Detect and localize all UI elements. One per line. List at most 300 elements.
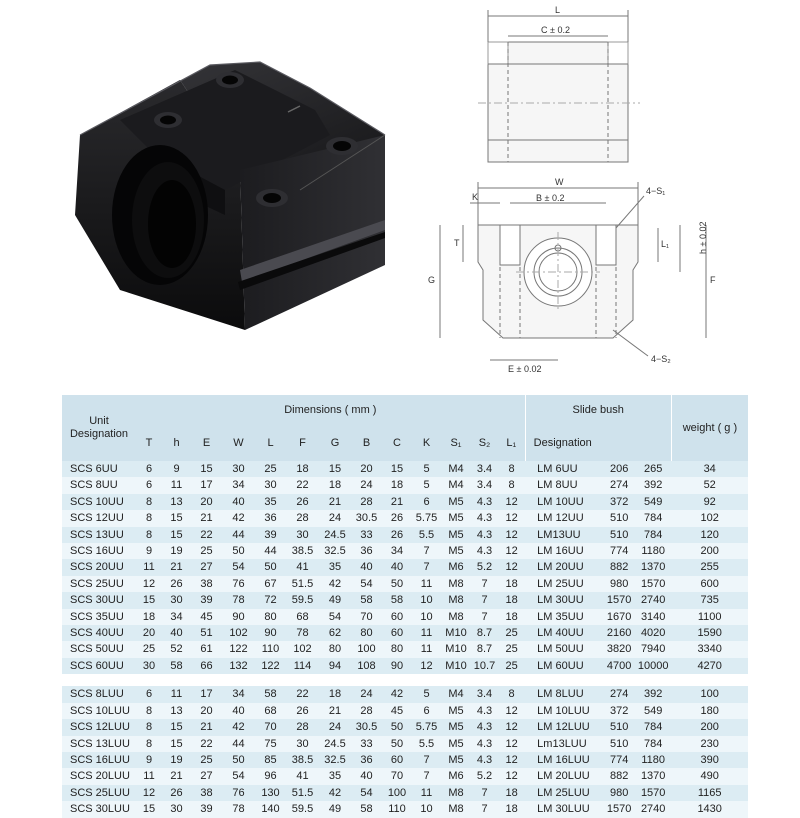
group-separator-cell bbox=[62, 674, 748, 686]
table-cell: 22 bbox=[191, 736, 222, 752]
table-cell: 51 bbox=[191, 625, 222, 641]
slide-bush-designation-cell: LM 30LUU bbox=[525, 801, 603, 817]
table-cell: 9 bbox=[136, 752, 162, 768]
spec-table-body bbox=[62, 461, 748, 818]
table-cell: 76 bbox=[222, 576, 255, 592]
table-cell: 130 bbox=[255, 785, 286, 801]
table-cell: 6 bbox=[412, 703, 441, 719]
table-cell: 41 bbox=[286, 768, 319, 784]
table-cell: 24 bbox=[319, 510, 351, 526]
table-cell: 7 bbox=[471, 609, 498, 625]
table-row bbox=[62, 510, 748, 526]
table-cell: 39 bbox=[191, 801, 222, 817]
table-row bbox=[62, 703, 748, 719]
col-header-2: E bbox=[191, 425, 222, 461]
table-cell: 7940 bbox=[635, 641, 671, 657]
linear-bearing-block-photo bbox=[60, 40, 400, 340]
table-cell: 7 bbox=[471, 785, 498, 801]
col-header-designation: Designation bbox=[525, 425, 603, 461]
table-cell: 40 bbox=[162, 625, 191, 641]
table-cell: 7 bbox=[412, 543, 441, 559]
table-cell: 774 bbox=[603, 752, 635, 768]
table-cell: 774 bbox=[603, 543, 635, 559]
slide-bush-designation-cell: LM 20LUU bbox=[525, 768, 603, 784]
unit-designation-cell: SCS 13LUU bbox=[62, 736, 136, 752]
unit-designation-cell: SCS 30LUU bbox=[62, 801, 136, 817]
table-cell: 17 bbox=[191, 477, 222, 493]
table-cell: 26 bbox=[382, 510, 412, 526]
table-cell: 40 bbox=[351, 768, 382, 784]
table-cell: 12 bbox=[498, 752, 525, 768]
table-cell: 44 bbox=[255, 543, 286, 559]
table-cell: 21 bbox=[319, 494, 351, 510]
table-cell: M8 bbox=[441, 609, 471, 625]
product-figure-area bbox=[0, 0, 800, 390]
dim-S1-label: 4−S₁ bbox=[646, 186, 666, 196]
table-cell: 3.4 bbox=[471, 461, 498, 477]
table-cell: 18 bbox=[382, 477, 412, 493]
table-cell: 42 bbox=[319, 785, 351, 801]
col-header-5: F bbox=[286, 425, 319, 461]
col-header-8: C bbox=[382, 425, 412, 461]
table-cell: 549 bbox=[635, 703, 671, 719]
unit-designation-cell: SCS 25UU bbox=[62, 576, 136, 592]
table-cell: 6 bbox=[136, 461, 162, 477]
table-cell: 4.3 bbox=[471, 703, 498, 719]
table-cell: 265 bbox=[635, 461, 671, 477]
table-cell: 32.5 bbox=[319, 752, 351, 768]
table-cell: 92 bbox=[671, 494, 748, 510]
table-cell: 60 bbox=[382, 609, 412, 625]
table-cell: 5 bbox=[412, 686, 441, 702]
dim-F-label: F bbox=[710, 275, 716, 285]
table-cell: 26 bbox=[162, 785, 191, 801]
table-cell: 5.2 bbox=[471, 768, 498, 784]
table-cell: 5.5 bbox=[412, 527, 441, 543]
table-cell: 90 bbox=[222, 609, 255, 625]
table-cell: 784 bbox=[635, 719, 671, 735]
table-cell: 54 bbox=[351, 576, 382, 592]
table-cell: 510 bbox=[603, 736, 635, 752]
table-cell: 19 bbox=[162, 752, 191, 768]
table-cell: 13 bbox=[162, 494, 191, 510]
table-cell: 372 bbox=[603, 703, 635, 719]
table-cell: M10 bbox=[441, 641, 471, 657]
col-header-4: L bbox=[255, 425, 286, 461]
unit-designation-cell: SCS 50UU bbox=[62, 641, 136, 657]
table-cell: 7 bbox=[471, 576, 498, 592]
table-cell: 68 bbox=[255, 703, 286, 719]
table-cell: 10 bbox=[412, 801, 441, 817]
unit-designation-cell: SCS 8LUU bbox=[62, 686, 136, 702]
table-cell: 11 bbox=[412, 625, 441, 641]
table-cell: 10 bbox=[412, 592, 441, 608]
dim-S2-label: 4−S₂ bbox=[651, 354, 671, 364]
table-cell: 21 bbox=[191, 719, 222, 735]
table-row bbox=[62, 658, 748, 674]
dim-E-label: E ± 0.02 bbox=[508, 364, 542, 374]
table-cell: M10 bbox=[441, 658, 471, 674]
table-cell: 38 bbox=[191, 785, 222, 801]
table-cell: 200 bbox=[671, 719, 748, 735]
table-cell: 12 bbox=[498, 719, 525, 735]
table-cell: 21 bbox=[162, 559, 191, 575]
col-header-10: S₁ bbox=[441, 425, 471, 461]
table-cell: 4.3 bbox=[471, 736, 498, 752]
table-cell: 5 bbox=[412, 461, 441, 477]
table-cell: 30.5 bbox=[351, 510, 382, 526]
table-cell: 50 bbox=[382, 719, 412, 735]
col-header-12: L₁ bbox=[498, 425, 525, 461]
table-cell: 4.3 bbox=[471, 752, 498, 768]
table-cell: 549 bbox=[635, 494, 671, 510]
table-cell: 42 bbox=[382, 686, 412, 702]
unit-designation-cell: SCS 16LUU bbox=[62, 752, 136, 768]
table-cell: 70 bbox=[351, 609, 382, 625]
table-cell: 27 bbox=[191, 559, 222, 575]
table-cell: 7 bbox=[471, 592, 498, 608]
table-cell: 12 bbox=[498, 736, 525, 752]
table-cell: 255 bbox=[671, 559, 748, 575]
table-row bbox=[62, 609, 748, 625]
table-cell: 22 bbox=[286, 686, 319, 702]
table-cell: 40 bbox=[351, 559, 382, 575]
unit-designation-cell: SCS 40UU bbox=[62, 625, 136, 641]
table-cell: 4700 bbox=[603, 658, 635, 674]
table-cell: 21 bbox=[162, 768, 191, 784]
dim-T-label: T bbox=[454, 238, 460, 248]
table-cell: 600 bbox=[671, 576, 748, 592]
table-cell: 45 bbox=[191, 609, 222, 625]
table-cell: 15 bbox=[136, 801, 162, 817]
table-cell: 12 bbox=[136, 576, 162, 592]
table-cell: 490 bbox=[671, 768, 748, 784]
table-cell: 44 bbox=[222, 736, 255, 752]
table-cell: 102 bbox=[671, 510, 748, 526]
table-cell: 34 bbox=[222, 477, 255, 493]
technical-drawings bbox=[408, 0, 738, 380]
table-cell: 510 bbox=[603, 719, 635, 735]
table-cell: 390 bbox=[671, 752, 748, 768]
table-cell: 21 bbox=[319, 703, 351, 719]
dim-W-label: W bbox=[555, 177, 564, 187]
table-cell: 5 bbox=[412, 477, 441, 493]
table-cell: 274 bbox=[603, 477, 635, 493]
unit-designation-cell: SCS 25LUU bbox=[62, 785, 136, 801]
table-cell: 94 bbox=[319, 658, 351, 674]
table-cell: 230 bbox=[671, 736, 748, 752]
col-header-0: T bbox=[136, 425, 162, 461]
table-cell: 3340 bbox=[671, 641, 748, 657]
table-cell: 51.5 bbox=[286, 785, 319, 801]
table-cell: 30.5 bbox=[351, 719, 382, 735]
slide-bush-designation-cell: LM 12UU bbox=[525, 510, 603, 526]
table-cell: 6 bbox=[412, 494, 441, 510]
table-cell: 68 bbox=[286, 609, 319, 625]
table-cell: 66 bbox=[191, 658, 222, 674]
table-cell: 1180 bbox=[635, 543, 671, 559]
table-cell: 24 bbox=[351, 477, 382, 493]
table-cell: 18 bbox=[319, 686, 351, 702]
table-row bbox=[62, 752, 748, 768]
table-row bbox=[62, 494, 748, 510]
table-cell: 42 bbox=[222, 719, 255, 735]
table-cell: 372 bbox=[603, 494, 635, 510]
table-cell: 15 bbox=[382, 461, 412, 477]
table-cell: 28 bbox=[351, 703, 382, 719]
slide-bush-designation-cell: LM13UU bbox=[525, 527, 603, 543]
table-cell: 90 bbox=[255, 625, 286, 641]
table-cell: 39 bbox=[255, 527, 286, 543]
table-cell: 36 bbox=[351, 752, 382, 768]
table-cell: 36 bbox=[351, 543, 382, 559]
table-cell: 2740 bbox=[635, 592, 671, 608]
table-cell: 11 bbox=[412, 785, 441, 801]
dim-G-label: G bbox=[428, 275, 436, 285]
table-cell: 7 bbox=[412, 559, 441, 575]
unit-designation-cell: SCS 35UU bbox=[62, 609, 136, 625]
table-cell: 30 bbox=[162, 592, 191, 608]
table-cell: 8 bbox=[136, 719, 162, 735]
table-cell: 108 bbox=[351, 658, 382, 674]
header-slide-bush: Slide bush bbox=[525, 395, 671, 425]
table-row bbox=[62, 461, 748, 477]
table-cell: 12 bbox=[498, 768, 525, 784]
unit-designation-cell: SCS 30UU bbox=[62, 592, 136, 608]
table-cell: 50 bbox=[222, 752, 255, 768]
table-cell: 5.75 bbox=[412, 719, 441, 735]
table-cell: 735 bbox=[671, 592, 748, 608]
table-cell: 25 bbox=[191, 752, 222, 768]
table-cell: 33 bbox=[351, 736, 382, 752]
table-cell: 22 bbox=[286, 477, 319, 493]
table-cell: 60 bbox=[382, 752, 412, 768]
table-cell: 4.3 bbox=[471, 543, 498, 559]
table-cell: M4 bbox=[441, 686, 471, 702]
table-cell: 58 bbox=[162, 658, 191, 674]
table-cell: M5 bbox=[441, 510, 471, 526]
table-cell: 24 bbox=[351, 686, 382, 702]
table-cell: 11 bbox=[162, 686, 191, 702]
table-cell: 392 bbox=[635, 477, 671, 493]
slide-bush-designation-cell: LM 20UU bbox=[525, 559, 603, 575]
table-cell: 24.5 bbox=[319, 736, 351, 752]
unit-designation-cell: SCS 20LUU bbox=[62, 768, 136, 784]
dim-B-label: B ± 0.2 bbox=[536, 193, 565, 203]
table-cell: M4 bbox=[441, 477, 471, 493]
slide-bush-designation-cell: LM 8LUU bbox=[525, 686, 603, 702]
table-cell: 49 bbox=[319, 592, 351, 608]
table-cell: 54 bbox=[351, 785, 382, 801]
table-cell: 2740 bbox=[635, 801, 671, 817]
group-separator bbox=[62, 674, 748, 686]
table-cell: 30 bbox=[286, 527, 319, 543]
table-cell: 26 bbox=[162, 576, 191, 592]
table-cell: 19 bbox=[162, 543, 191, 559]
table-row bbox=[62, 543, 748, 559]
table-cell: 24.5 bbox=[319, 527, 351, 543]
table-cell: 36 bbox=[255, 510, 286, 526]
slide-bush-designation-cell: LM 60UU bbox=[525, 658, 603, 674]
col-header-load-0 bbox=[603, 425, 635, 461]
table-cell: 12 bbox=[498, 510, 525, 526]
table-cell: 1570 bbox=[635, 576, 671, 592]
table-cell: 62 bbox=[319, 625, 351, 641]
table-cell: 20 bbox=[191, 703, 222, 719]
table-cell: 70 bbox=[255, 719, 286, 735]
table-cell: 18 bbox=[136, 609, 162, 625]
table-cell: 40 bbox=[382, 559, 412, 575]
table-row bbox=[62, 686, 748, 702]
table-cell: 8 bbox=[498, 477, 525, 493]
table-cell: 18 bbox=[498, 592, 525, 608]
table-cell: 40 bbox=[222, 494, 255, 510]
table-cell: 6 bbox=[136, 477, 162, 493]
table-cell: 980 bbox=[603, 785, 635, 801]
col-header-1: h bbox=[162, 425, 191, 461]
table-cell: 7 bbox=[412, 752, 441, 768]
table-cell: 8 bbox=[136, 510, 162, 526]
slide-bush-designation-cell: LM 40UU bbox=[525, 625, 603, 641]
table-cell: 6 bbox=[136, 686, 162, 702]
table-cell: 140 bbox=[255, 801, 286, 817]
table-cell: 102 bbox=[286, 641, 319, 657]
table-cell: 1590 bbox=[671, 625, 748, 641]
table-cell: 15 bbox=[162, 510, 191, 526]
table-cell: 80 bbox=[319, 641, 351, 657]
table-cell: 8 bbox=[136, 494, 162, 510]
table-cell: 15 bbox=[191, 461, 222, 477]
table-cell: 18 bbox=[319, 477, 351, 493]
table-cell: 5.5 bbox=[412, 736, 441, 752]
table-cell: 114 bbox=[286, 658, 319, 674]
table-cell: 70 bbox=[382, 768, 412, 784]
unit-designation-cell: SCS 13UU bbox=[62, 527, 136, 543]
table-row bbox=[62, 768, 748, 784]
table-cell: 80 bbox=[255, 609, 286, 625]
table-cell: 38.5 bbox=[286, 752, 319, 768]
table-cell: 1570 bbox=[635, 785, 671, 801]
table-cell: 4.3 bbox=[471, 510, 498, 526]
table-cell: 42 bbox=[222, 510, 255, 526]
table-cell: 3.4 bbox=[471, 477, 498, 493]
table-cell: 7 bbox=[471, 801, 498, 817]
table-cell: 8 bbox=[498, 461, 525, 477]
table-cell: 18 bbox=[498, 785, 525, 801]
table-cell: M8 bbox=[441, 576, 471, 592]
table-cell: M5 bbox=[441, 719, 471, 735]
table-cell: 96 bbox=[255, 768, 286, 784]
col-header-11: S₂ bbox=[471, 425, 498, 461]
table-row bbox=[62, 719, 748, 735]
table-cell: 11 bbox=[162, 477, 191, 493]
table-cell: 67 bbox=[255, 576, 286, 592]
table-cell: 26 bbox=[286, 494, 319, 510]
table-row bbox=[62, 559, 748, 575]
table-cell: 25 bbox=[498, 658, 525, 674]
table-cell: 17 bbox=[191, 686, 222, 702]
table-cell: 510 bbox=[603, 510, 635, 526]
table-cell: 49 bbox=[319, 801, 351, 817]
table-cell: 110 bbox=[255, 641, 286, 657]
table-cell: 8 bbox=[136, 736, 162, 752]
table-cell: 85 bbox=[255, 752, 286, 768]
table-cell: 54 bbox=[319, 609, 351, 625]
table-cell: 10000 bbox=[635, 658, 671, 674]
table-cell: 28 bbox=[286, 510, 319, 526]
table-cell: M8 bbox=[441, 592, 471, 608]
table-cell: 11 bbox=[136, 559, 162, 575]
table-cell: 12 bbox=[412, 658, 441, 674]
table-cell: 5.75 bbox=[412, 510, 441, 526]
table-cell: 72 bbox=[255, 592, 286, 608]
table-cell: 4270 bbox=[671, 658, 748, 674]
table-cell: 1100 bbox=[671, 609, 748, 625]
table-cell: 8.7 bbox=[471, 641, 498, 657]
spec-table-container bbox=[62, 395, 738, 818]
slide-bush-designation-cell: LM 16LUU bbox=[525, 752, 603, 768]
table-cell: 100 bbox=[671, 686, 748, 702]
table-cell: 11 bbox=[412, 576, 441, 592]
table-cell: 4.3 bbox=[471, 494, 498, 510]
table-cell: 15 bbox=[162, 527, 191, 543]
table-cell: 20 bbox=[136, 625, 162, 641]
table-cell: 25 bbox=[191, 543, 222, 559]
table-cell: 80 bbox=[382, 641, 412, 657]
table-cell: 882 bbox=[603, 768, 635, 784]
table-cell: 52 bbox=[671, 477, 748, 493]
table-cell: 4020 bbox=[635, 625, 671, 641]
table-cell: 50 bbox=[382, 736, 412, 752]
header-unit-designation: Unit Designation bbox=[62, 395, 136, 461]
table-cell: 132 bbox=[222, 658, 255, 674]
unit-designation-cell: SCS 10UU bbox=[62, 494, 136, 510]
table-cell: 34 bbox=[671, 461, 748, 477]
table-cell: M6 bbox=[441, 768, 471, 784]
table-cell: 12 bbox=[136, 785, 162, 801]
table-cell: 50 bbox=[382, 576, 412, 592]
table-cell: 75 bbox=[255, 736, 286, 752]
table-cell: 122 bbox=[222, 641, 255, 657]
table-cell: 1165 bbox=[671, 785, 748, 801]
table-cell: 392 bbox=[635, 686, 671, 702]
table-cell: 24 bbox=[319, 719, 351, 735]
table-cell: 28 bbox=[286, 719, 319, 735]
table-cell: 28 bbox=[351, 494, 382, 510]
unit-designation-cell: SCS 12LUU bbox=[62, 719, 136, 735]
table-cell: 980 bbox=[603, 576, 635, 592]
col-header-load-1 bbox=[635, 425, 671, 461]
slide-bush-designation-cell: LM 30UU bbox=[525, 592, 603, 608]
table-cell: 100 bbox=[382, 785, 412, 801]
unit-designation-cell: SCS 60UU bbox=[62, 658, 136, 674]
table-cell: 11 bbox=[412, 641, 441, 657]
table-cell: 51.5 bbox=[286, 576, 319, 592]
table-cell: 35 bbox=[319, 559, 351, 575]
table-cell: 7 bbox=[412, 768, 441, 784]
table-cell: 20 bbox=[351, 461, 382, 477]
col-header-7: B bbox=[351, 425, 382, 461]
table-cell: 1370 bbox=[635, 768, 671, 784]
table-row bbox=[62, 592, 748, 608]
unit-designation-cell: SCS 16UU bbox=[62, 543, 136, 559]
table-cell: 21 bbox=[191, 510, 222, 526]
dim-L1-label: L₁ bbox=[661, 239, 670, 249]
table-cell: 78 bbox=[222, 801, 255, 817]
table-cell: 30 bbox=[286, 736, 319, 752]
table-cell: 18 bbox=[498, 609, 525, 625]
table-cell: 784 bbox=[635, 736, 671, 752]
